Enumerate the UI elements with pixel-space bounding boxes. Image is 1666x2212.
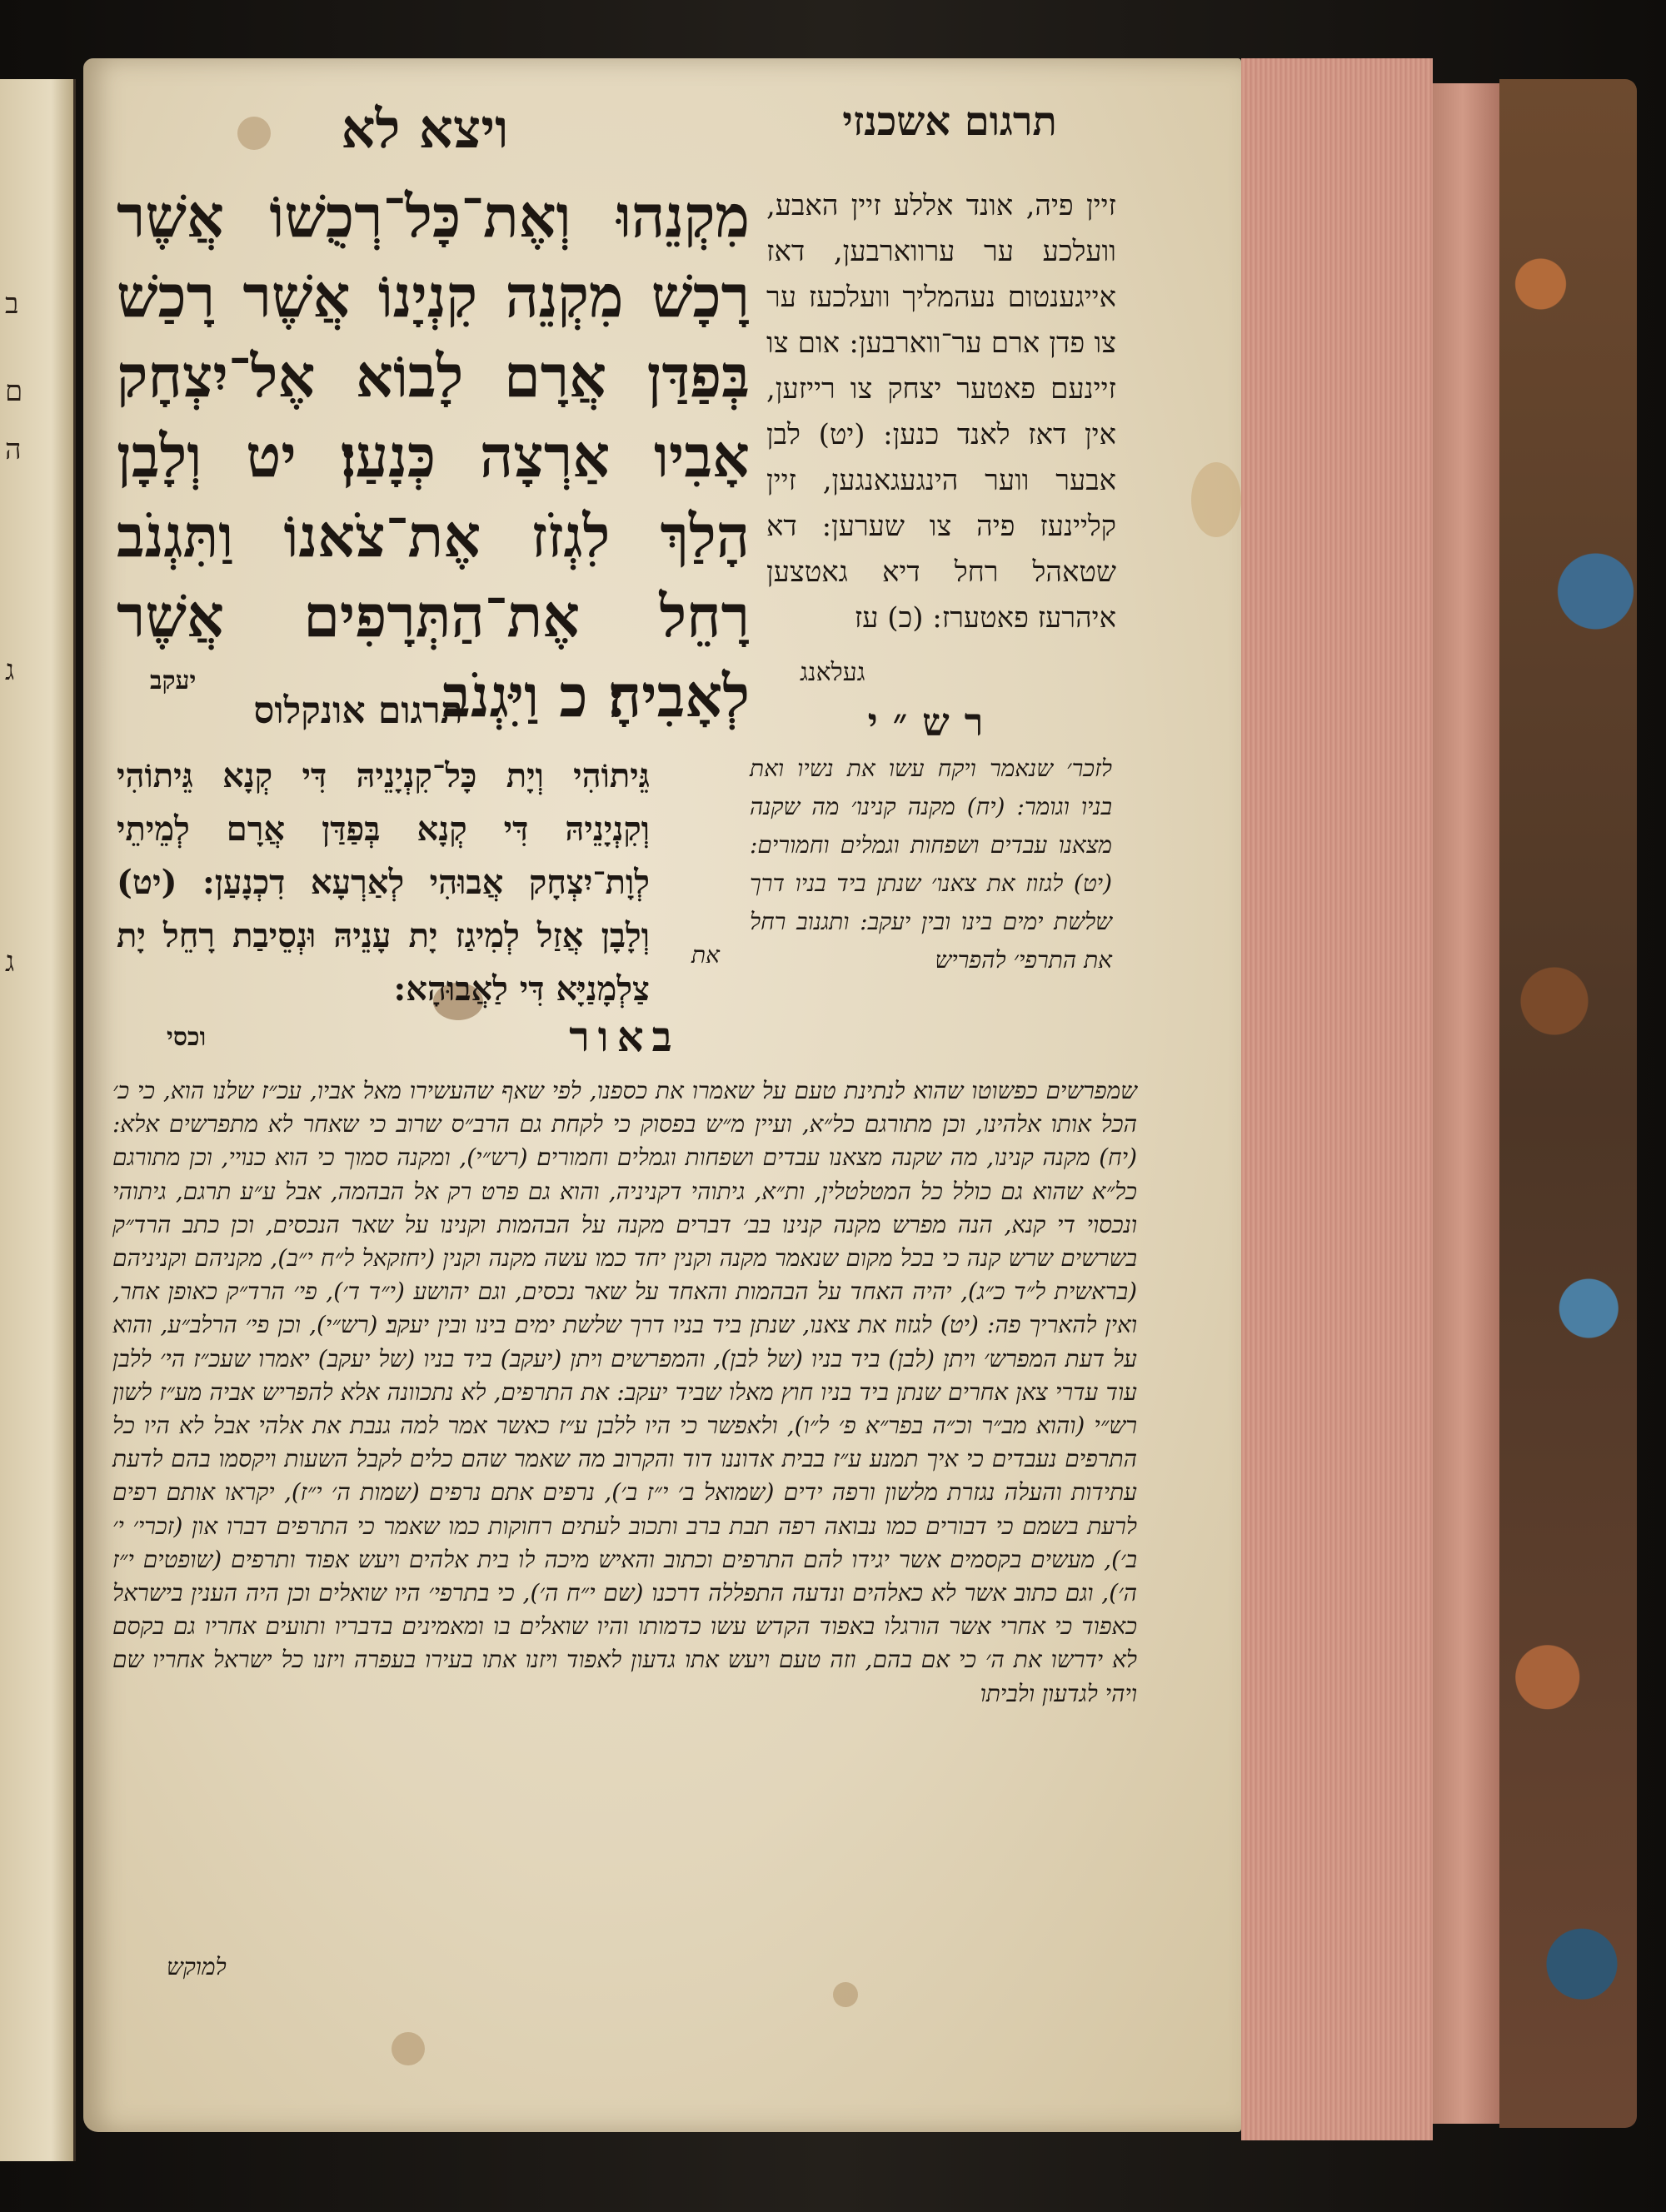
prev-page-glyph: ג — [5, 945, 15, 979]
page-edges — [1241, 58, 1433, 2140]
prev-page-glyph: ם — [5, 375, 23, 408]
onkelos-text: גֵּיתוֹהִי וְיָת כָּל־קִנְיָנֵיהּ דִּי קְנָא גֵּיתוֹהִי וְקִנְיָנֵיהּ דִּי קְנָא בְּפַדַּן אֲרָם לְמֵיתֵי לְוָת־יִצְחָק אֲבוּהִי לְאַרְעָא דִכְנָעַן: (יט) וְלָבָן אֲזַל לְמִיגַז יָת עָנֵיהּ וּנְסֵיבַת רָחֵל יָת צַלְמָנַיָּא דִּי לַאֲבוּהָא: — [117, 756, 650, 1009]
targum-ashkenazi-text: זיין פיה, אונד אללע זיין האבע, וועלכע ער ערווארבען, דאז אייגענטום נעהמליך וועלכעז ער צו פדן ארם ער־ווארבען: אום צו זיינעם פאטער יצחק צו רייזען, אין דאז לאנד כנען: (יט) לבן אבער ווער הינגעגאנגען, זיין קליינעז פיה צו שערען: דא שטאהל רחל דיא גאטצען איהרעז פאטערז: (כ) עז — [766, 189, 1116, 635]
running-head-left: ויצא לא — [341, 98, 509, 161]
previous-page-edge — [0, 79, 76, 2161]
biur-commentary-text: שמפרשים כפשוטו שהוא לנתינת טעם על שאמרו את כספנו, לפי שאף שהעשירו מאל אביו, עכ״ז שלנו הוא, כי כ׳ הכל אותו אלהינו, וכן מתורגם כל״א, ועיין מ״ש בפסוק כי לקחת גם הרב״ס שרוב כי שאחר לא מתפרשים אלא: (יח) מקנה קנינו, מה שקנה מצאנו עבדים ושפחות וגמלים וחמורים׃ (רש״י), ומקנה סמוך כי הוא כנויי, וכן מתורגם כל״א שהוא גם כולל כל המטלטלין, ות״א, גיתוהי דקניניה, והוא גם פרט רק אל הבהמה, אבל ע״ע תרגם, גיתוהי ונכסוי די קנא, הנה מפרש מקנה קנינו בב׳ דברים מקנה על הבהמות וקנינו על שאר הנכסים, וכן כתב הרד״ק בשרשים שרש קנה כי בכל מקום שנאמר מקנה וקנין יחד כמו עשה מקנה וקנין (יחזקאל ל״ח י״ב), מקניהם וקניניהם (בראשית ל״ד כ״ג), יהיה האחד על הבהמות והאחד על שאר נכסים, וגם יהושע (י״ד ד׳), פי׳ הרד״ק כאופן אחר, ואין להאריך פה: (יט) לגזוז את צאנו, שנתן ביד בניו דרך שלשת ימים בינו ובין יעקב׃ (רש״י), וכן פי׳ הרלב״ע, והוא על דעת המפרש׳ ויתן (לבן) ביד בניו (של לבן), והמפרשים ויתן (יעקב) ביד בניו (של יעקב) יאמרו שעכ״ז הי׳ ללבן עוד עדרי צאן אחרים שנתן ביד בניו חוץ מאלו שביד יעקב: את התרפים, לא נתכוונה אלא להפריש אביה מע״ז לשון רש״י (והוא מב״ר וכ״ה בפר״א פ׳ ל״ו), ולאפשר כי היו ללבן ע״ז כאשר אמר למה גנבת את אלהי אבל לא היו כל התרפים נעבדים כי איך תמנע ע״ז בבית אדוננו דוד והקרוב מה שאמר שהם כלים לקבל השעות ויקסמו בהם לדעת עתידות והעלה נגזרת מלשון ורפה ידים (שמואל ב׳ י״ז ב׳), נרפים אתם נרפים (שמות ה׳ י״ז), יקראו אותם רפים לרעת בשמם כי דבורים כמו נבואה רפה תבת ברב ותכוב לעתים רחוקות כמו שאמר כי התרפים דברו און (זכרי׳ י׳ ב׳), מעשים בקסמים אשר יגידו להם התרפים וכתוב והאיש מיכה לו בית אלהים ויעש אפוד ותרפים (שופטים י״ז ה׳), וגם כתוב אשר לא כאלהים ונדעה התפללה דרכנו (שם י״ח ה׳), כי בתרפי׳ היו שואלים וכן היה הענין בישראל כאפוד כי אחרי אשר הורגלו באפוד הקדש עשו כדמותו והיו שואלים בו ומאמינים בדבריו ותועים אחריו גם בקסם לא ידרשו את ה׳ כי אם בהם, וזה טעם ויעש אתו גדעון לאפוד ויזנו אתו בעירו בעפרה ויזנו כל ישראל אחריו שם ויהי לגדעון ולביתו — [112, 1077, 1137, 1707]
prev-page-glyph: ב — [5, 287, 19, 321]
prev-page-glyph: ג — [5, 654, 15, 687]
marbled-cover — [1499, 79, 1637, 2128]
onkelos-heading: תרגום אונקלוס — [253, 690, 463, 732]
foxing-stain — [1191, 462, 1241, 537]
rashi-text: לזכר׳ שנאמר ויקח עשו את נשיו ואת בניו וגומר: (יח) מקנה קנינו׳ מה שקנה מצאנו עבדים ושפחות וגמלים וחמורים: (יט) לגזוז את צאנו׳ שנתן ביד בניו דרך שלשת ימים בינו ובין יעקב: ותגנוב רחל את התרפי׳ להפריש — [750, 755, 1112, 974]
foxing-stain — [833, 1982, 858, 2007]
biur-catchword: למוקש — [167, 1953, 227, 1980]
hebrew-catchword: יעקב — [150, 666, 197, 695]
rashi-catchword: את — [691, 941, 720, 969]
onkelos-catchword: וכסי — [167, 1023, 207, 1052]
hebrew-biblical-text: מִקְנֵהוּ וְאֶת־כָּל־רְכֻשׁוֹ אֲשֶׁר רָכָשׁ מִקְנֵה קִנְיָנוֹ אֲשֶׁר רָכַשׁ בְּפַדַּן אֲרָם לָבוֹא אֶל־יִצְחָק אָבִיו אַרְצָה כְּנָעַן׃ יט וְלָבָן הָלַךְ לִגְזֹז אֶת־צֹאנוֹ וַתִּגְנֹב רָחֵל אֶת־הַתְּרָפִים אֲשֶׁר לְאָבִיהָ׃ כ וַיִּגְנֹב — [117, 182, 750, 730]
foxing-stain — [237, 117, 271, 150]
rashi-heading: רש״י — [867, 700, 999, 745]
prev-page-glyph: ה — [5, 433, 22, 466]
targum-ashkenazi-catchword: געלאנג — [800, 658, 865, 687]
foxing-stain — [392, 2032, 425, 2065]
running-head-right: תרגום אשכנזי — [842, 98, 1057, 145]
biur-heading: באור — [569, 1012, 681, 1061]
